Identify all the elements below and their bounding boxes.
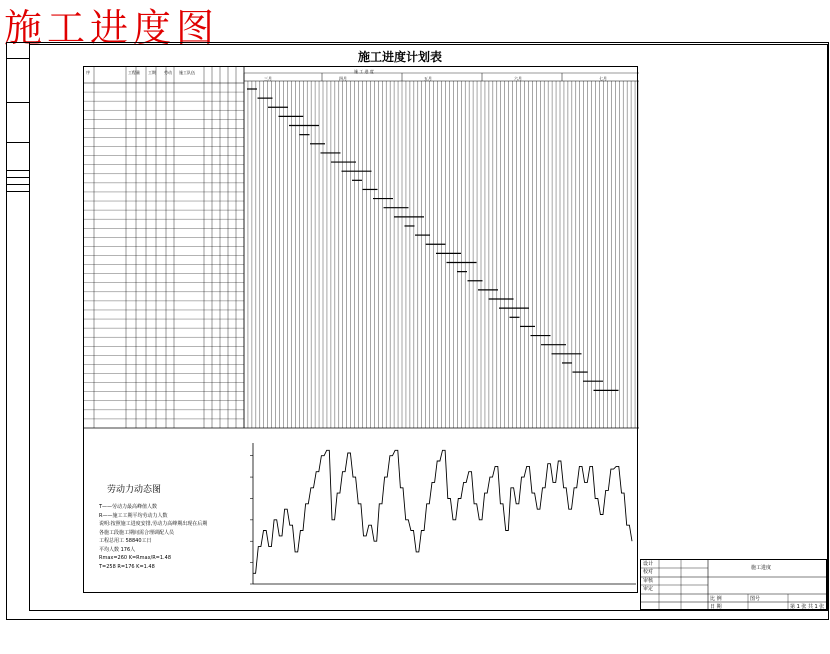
header-timeline: 施 工 进 度	[354, 69, 374, 74]
header-days: 工期	[148, 70, 156, 75]
note-line: Rmax=260 K=Rmax/R=1.48	[99, 555, 172, 561]
header-qty: 工程量	[128, 70, 140, 75]
note-line: 说明:按照施工进度安排,劳动力高峰期出现在后期	[99, 521, 208, 527]
tb-row-label: 审核	[643, 578, 654, 584]
drawing-name: 施工进度	[751, 565, 772, 571]
page-label: 图号	[750, 596, 761, 602]
chart-notes	[99, 503, 244, 571]
schedule-table-title: 施工进度计划表	[357, 50, 442, 64]
month-label: 三月	[264, 76, 272, 81]
note-line: R——施工工期平均劳动力人数	[99, 512, 168, 519]
scale-label: 比 例	[710, 596, 722, 602]
month-label: 五月	[424, 76, 432, 81]
tb-row-label: 校对	[643, 569, 654, 575]
tb-row-label: 设计	[643, 561, 654, 567]
note-line: 平均人数 176人	[99, 546, 136, 553]
date-label: 日 期	[710, 604, 722, 610]
note-line: 工程总用工 58840工日	[99, 538, 152, 544]
note-line: T——劳动力最高峰值人数	[99, 504, 158, 510]
note-line: T=258 R=176 K=1.48	[99, 563, 155, 570]
tb-row-label: 审定	[643, 586, 654, 592]
month-label: 四月	[339, 76, 347, 81]
page-title: 施工进度图	[4, 6, 220, 50]
header-seq: 序	[86, 70, 90, 75]
title-block	[640, 559, 827, 610]
header-fund: 施工队伍	[179, 70, 195, 75]
month-label: 六月	[514, 76, 522, 81]
binding-strip	[6, 42, 30, 198]
sheet-label: 第 1 张 共 1 张	[790, 604, 825, 610]
month-label: 七月	[599, 76, 607, 81]
note-line: 各施工段施工期间需合理调配人员	[99, 529, 175, 536]
header-work: 劳动	[164, 70, 172, 75]
labor-chart-title: 劳动力动态图	[107, 485, 162, 495]
